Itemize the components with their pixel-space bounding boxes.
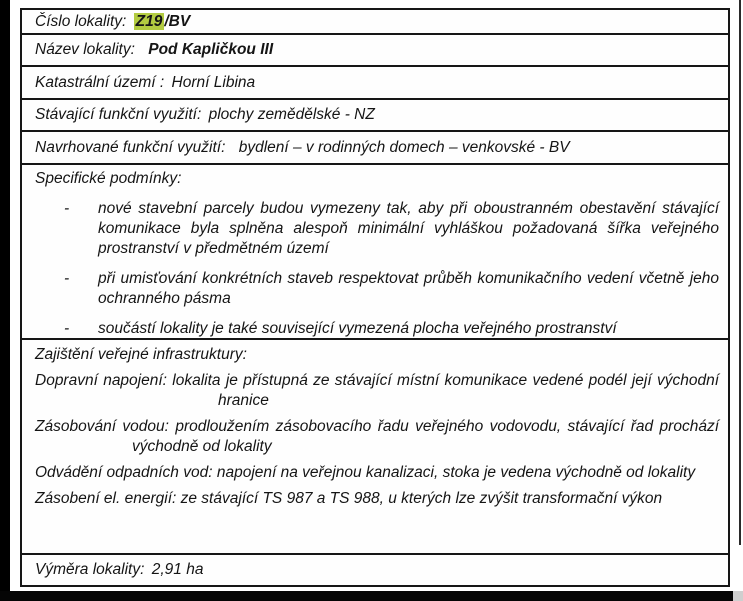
specific-condition-text: při umisťování konkrétních staveb respektovat průběh komunikačního vedení včetně jeho ochranného pásma bbox=[98, 270, 719, 307]
row-cadastral-area bbox=[22, 67, 728, 100]
row-locality-area bbox=[22, 555, 728, 585]
infra-water-label: Zásobování vodou: bbox=[35, 418, 169, 435]
infra-transport-text: lokalita je přístupná ze stávající místní komunikace vedené podél její východní hranice bbox=[172, 372, 720, 409]
locality-number-label: Číslo lokality: bbox=[35, 13, 127, 30]
row-current-use bbox=[22, 100, 728, 132]
infrastructure-title: Zajištění veřejné infrastruktury: bbox=[35, 346, 247, 363]
infra-electricity-label: Zásobení el. energií: bbox=[35, 490, 177, 507]
locality-area-value: 2,91 ha bbox=[151, 561, 204, 578]
proposed-use-value: bydlení – v rodinných domech – venkovské - BV bbox=[238, 139, 570, 156]
specific-conditions-title: Specifické podmínky: bbox=[35, 170, 182, 187]
infra-paragraph-water bbox=[35, 417, 719, 457]
infra-sewage-label: Odvádění odpadních vod: bbox=[35, 464, 213, 481]
infra-electricity-text: ze stávající TS 987 a TS 988, u kterých lze zvýšit transformační výkon bbox=[180, 490, 663, 507]
cadastral-area-label: Katastrální území : bbox=[35, 74, 165, 91]
locality-info-table bbox=[20, 8, 730, 587]
row-specific-conditions bbox=[22, 165, 728, 340]
specific-condition-text: součástí lokality je také související vymezená plocha veřejného prostranství bbox=[98, 320, 617, 337]
bullet-marker: - bbox=[64, 320, 70, 337]
specific-condition-item bbox=[35, 319, 719, 339]
cadastral-area-value: Horní Libina bbox=[171, 74, 256, 91]
infra-paragraph-sewage bbox=[35, 463, 719, 483]
current-use-label: Stávající funkční využití: bbox=[35, 106, 202, 123]
locality-name-label: Název lokality: bbox=[35, 41, 135, 58]
locality-code-highlight: Z19 bbox=[135, 13, 163, 30]
scan-border-bottom-fade bbox=[733, 591, 743, 601]
infra-sewage-text: napojení na veřejnou kanalizaci, stoka je vedena východně od lokality bbox=[216, 464, 696, 481]
locality-area-label: Výměra lokality: bbox=[35, 561, 145, 578]
current-use-value: plochy zemědělské - NZ bbox=[208, 106, 375, 123]
specific-condition-item bbox=[35, 269, 719, 309]
infra-water-text: prodloužením zásobovacího řadu veřejného vodovodu, stávající řad prochází východně od lokality bbox=[132, 418, 720, 455]
specific-condition-text: nové stavební parcely budou vymezeny tak, aby při oboustranném obestavění stávající komunikace byla splněna alespoň minimální vyhláškou požadovaná šířka veřejného prostranství v předmětném území bbox=[98, 200, 719, 257]
scan-border-bottom bbox=[0, 591, 733, 601]
row-public-infrastructure bbox=[22, 340, 728, 555]
specific-condition-item bbox=[35, 199, 719, 259]
specific-conditions-list bbox=[35, 199, 719, 339]
row-locality-number bbox=[22, 10, 728, 35]
scan-border-left bbox=[0, 0, 10, 601]
bullet-marker: - bbox=[64, 200, 70, 217]
row-proposed-use bbox=[22, 132, 728, 165]
proposed-use-label: Navrhované funkční využití: bbox=[35, 139, 226, 156]
infra-paragraph-electricity bbox=[35, 489, 719, 509]
locality-number-value bbox=[134, 13, 191, 30]
scan-border-right bbox=[739, 0, 741, 545]
bullet-marker: - bbox=[64, 270, 70, 287]
locality-name-value: Pod Kapličkou III bbox=[148, 41, 274, 58]
row-locality-name bbox=[22, 35, 728, 67]
infra-transport-label: Dopravní napojení: bbox=[35, 372, 167, 389]
infra-paragraph-transport bbox=[35, 371, 719, 411]
locality-code-suffix: /BV bbox=[164, 13, 191, 30]
